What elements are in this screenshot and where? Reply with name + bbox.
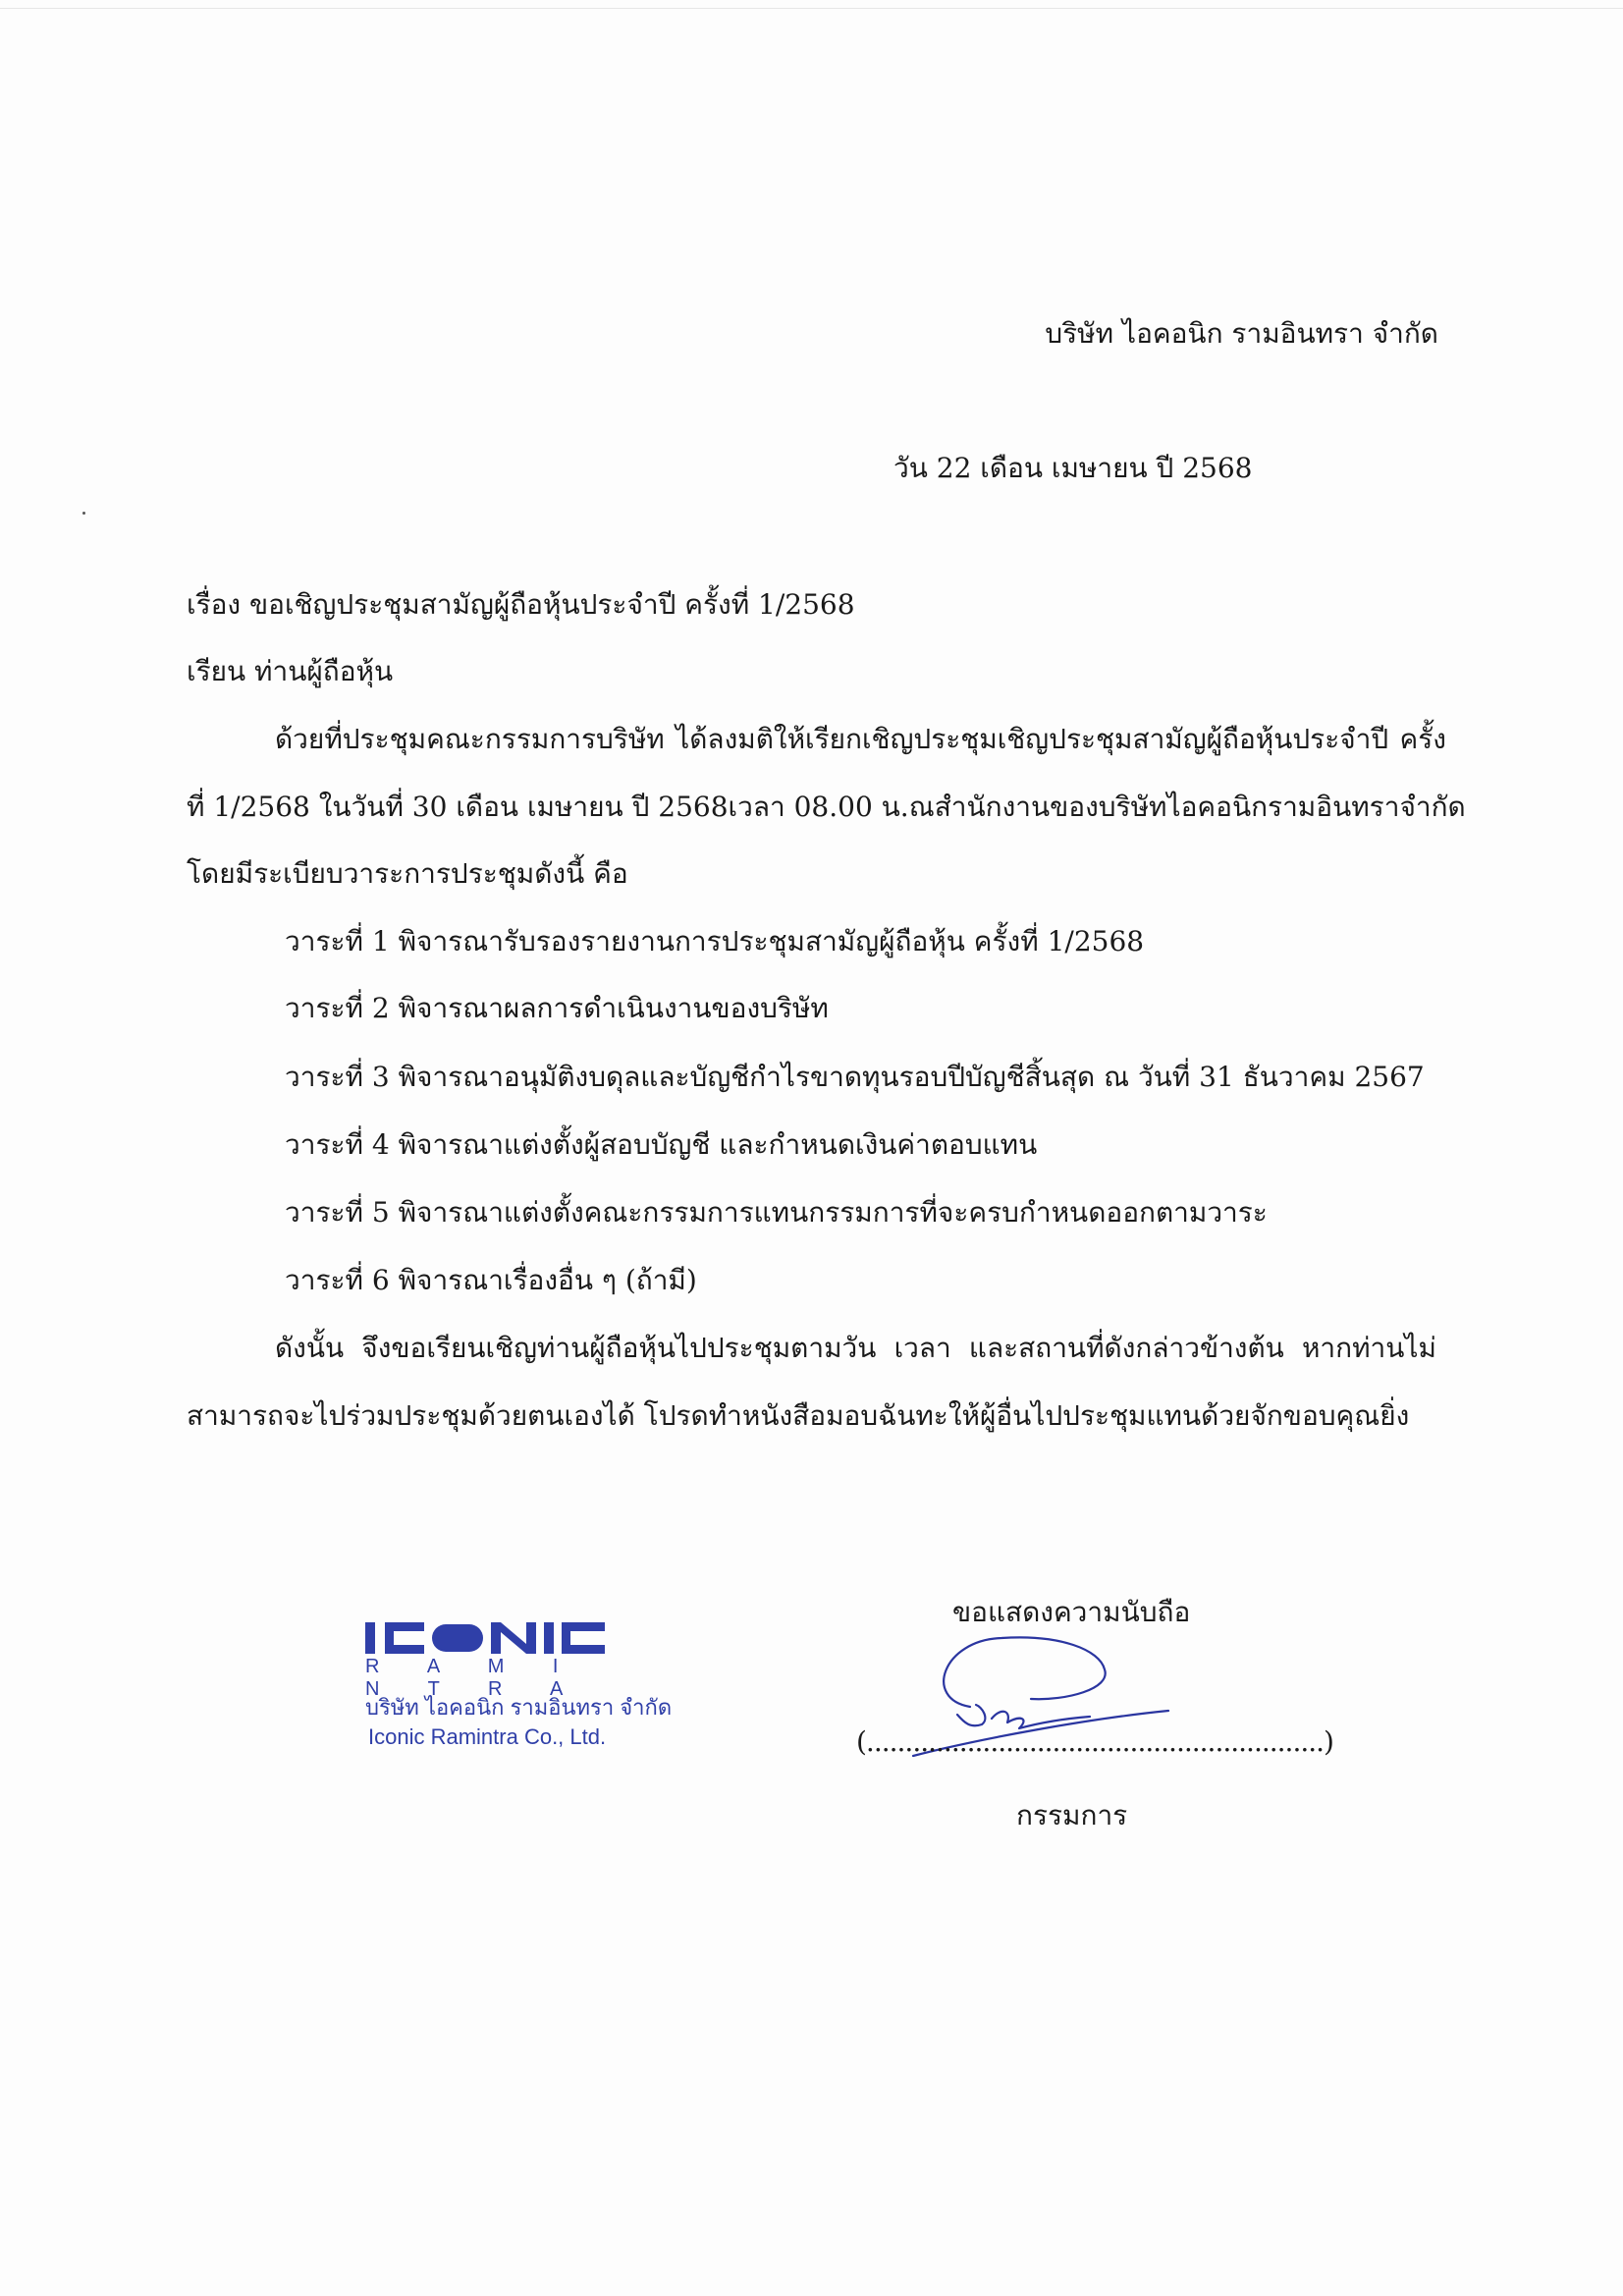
closing-line1-part-1: ดังนั้น	[275, 1332, 345, 1364]
body-line2-part-4: สำนักงานของบริษัท	[934, 791, 1167, 823]
body-line1-part-2: ได้ลงมติให้เรียกเชิญประชุมเชิญประชุมสามัญผู้ถือหุ้นประจำปี	[676, 723, 1389, 755]
regards-text: ขอแสดงความนับถือ	[952, 1596, 1191, 1628]
stamp-name-thai: บริษัท ไอคอนิก รามอินทรา จำกัด	[365, 1695, 673, 1720]
body-line2-part-5: ไอคอนิก	[1166, 791, 1269, 823]
body-line2-part-6: รามอินทรา	[1268, 791, 1400, 823]
agenda-item-2: วาระที่ 2 พิจารณาผลการดำเนินงานของบริษัท	[285, 992, 829, 1024]
closing-paragraph-line-2: สามารถจะไปร่วมประชุมด้วยตนเองได้ โปรดทำหนังสือมอบฉันทะให้ผู้อื่นไปประชุมแทนด้วยจักขอบคุณยิ่ง	[187, 1399, 1410, 1432]
body-line1-part-3: ครั้ง	[1399, 723, 1446, 755]
body-line2-part-3: ณ	[908, 791, 935, 823]
letter-subject: เรื่อง ขอเชิญประชุมสามัญผู้ถือหุ้นประจำปี ครั้งที่ 1/2568	[187, 588, 855, 621]
body-paragraph-line-3: โดยมีระเบียบวาระการประชุมดังนี้ คือ	[187, 857, 628, 890]
closing-line1-part-5: หากท่านไม่	[1301, 1332, 1436, 1364]
agenda-item-3: วาระที่ 3 พิจารณาอนุมัติงบดุลและบัญชีกำไรขาดทุนรอบปีบัญชีสิ้นสุด ณ วันที่ 31 ธันวาคม 2567	[285, 1061, 1425, 1093]
letter-salutation: เรียน ท่านผู้ถือหุ้น	[187, 655, 394, 687]
closing-paragraph-line-1	[275, 1327, 1436, 1370]
stamp-name-english: Iconic Ramintra Co., Ltd.	[368, 1724, 607, 1749]
agenda-item-1: วาระที่ 1 พิจารณารับรองรายงานการประชุมสามัญผู้ถือหุ้น ครั้งที่ 1/2568	[285, 925, 1145, 957]
body-line2-part-7: จำกัด	[1399, 791, 1466, 823]
agenda-item-6: วาระที่ 6 พิจารณาเรื่องอื่น ๆ (ถ้ามี)	[285, 1264, 697, 1296]
closing-line1-part-2: จึงขอเรียนเชิญท่านผู้ถือหุ้นไปประชุมตามวัน	[361, 1332, 877, 1364]
body-line2-part-1: ที่ 1/2568 ในวันที่ 30 เดือน เมษายน ปี 2568	[187, 791, 729, 823]
body-paragraph-line-2	[187, 786, 1466, 829]
letter-date: วัน 22 เดือน เมษายน ปี 2568	[893, 452, 1253, 484]
body-paragraph-line-1	[275, 718, 1446, 761]
closing-line1-part-3: เวลา	[893, 1332, 951, 1364]
company-name: บริษัท ไอคอนิก รามอินทรา จำกัด	[1045, 317, 1438, 350]
scan-speck	[82, 512, 85, 515]
body-line2-part-2: เวลา 08.00 น.	[728, 791, 909, 823]
agenda-item-5: วาระที่ 5 พิจารณาแต่งตั้งคณะกรรมการแทนกรรมการที่จะครบกำหนดออกตามวาระ	[285, 1196, 1268, 1229]
closing-line1-part-4: และสถานที่ดังกล่าวข้างต้น	[968, 1332, 1284, 1364]
logo-sub-letters: R A M I N T R A	[365, 1656, 585, 1700]
scan-edge-line	[0, 8, 1623, 9]
body-line1-part-1: ด้วยที่ประชุมคณะกรรมการบริษัท	[275, 723, 665, 755]
agenda-item-4: วาระที่ 4 พิจารณาแต่งตั้งผู้สอบบัญชี และกำหนดเงินค่าตอบแทน	[285, 1128, 1038, 1161]
signature-line: (...........................................................)	[856, 1725, 1333, 1758]
signer-position: กรรมการ	[1016, 1799, 1128, 1831]
